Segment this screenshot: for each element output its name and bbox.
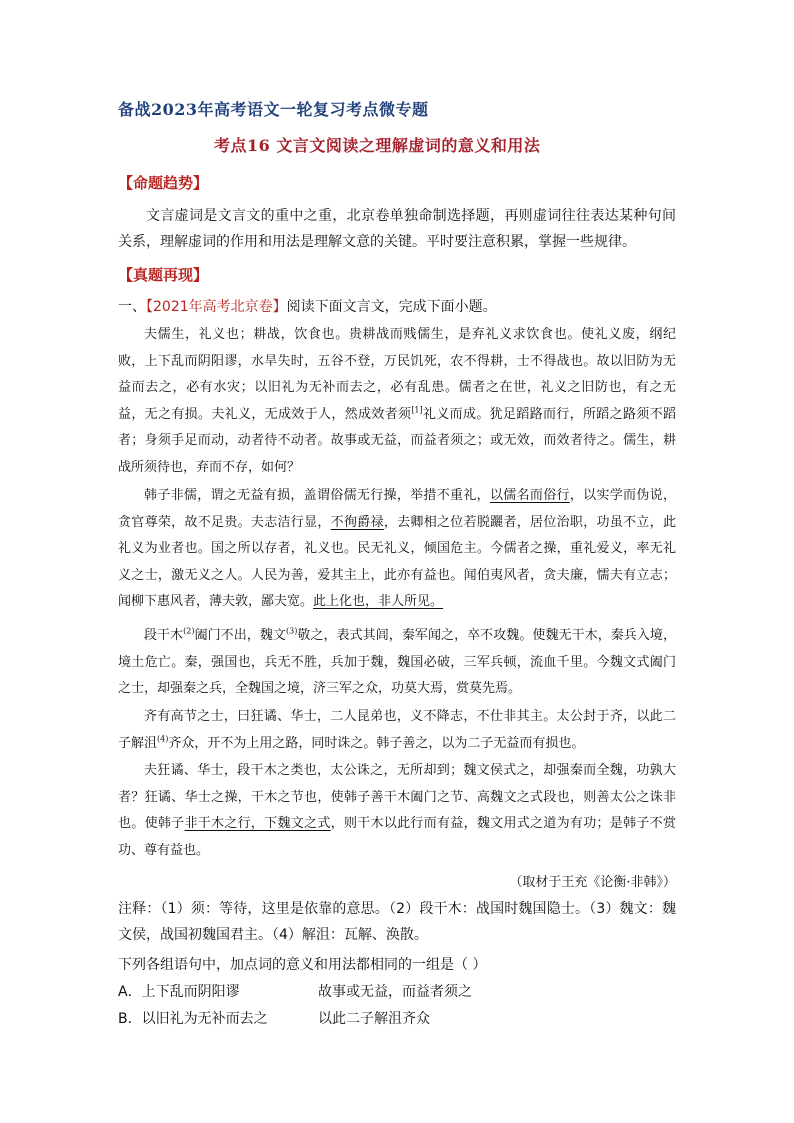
passage-paragraph-3: 段干木$^{(2)}$阖门不出，魏文$^{(3)}$敬之，表式其闾，秦军闻之，卒不攻魏。使魏无干木，秦兵入境，境土危亡。秦，强国也，兵无不胜，兵加于魏，魏国必破，三军兵顿，流血千里。今魏文式阖门之士，却强秦之兵，全魏国之境，济三军之众，功莫大焉，赏莫先焉。 [118,626,676,696]
footnote-ref-2: (2) [183,626,195,636]
option-b[interactable] [118,1008,430,1028]
passage-source: （取材于王充《论衡·非韩》） [509,875,676,890]
footnotes: 注释：（1）须：等待，这里是依靠的意思。（2）段干木：战国时魏国隐士。（3）魏文：魏文侯，战国初魏国君主。（4）解沮：瓦解、涣散。 [118,901,676,943]
footnote-ref-4: (4) [157,734,169,744]
real-exam-heading: 【真题再现】 [118,266,209,284]
question-intro [118,294,676,320]
question-stem: 下列各组语句中，加点词的意义和用法都相同的一组是（ ） [118,957,487,973]
passage-paragraph-4: 齐有高节之士，曰狂谲、华士，二人昆弟也，义不降志，不仕非其主。太公封于齐，以此二子解沮$^{(4)}$齐众，开不为上用之路，同时诛之。韩子善之，以为二子无益而有损也。 [118,709,676,751]
option-b-pair: 以此二子解沮齐众 [318,1011,430,1027]
underlined-phrase: 非干木之行，下魏文之式 [184,816,331,831]
option-a-label: A．上下乱而阴阳谬 [118,984,240,1000]
passage-paragraph-1: 夫儒生，礼义也；耕战，饮食也。贵耕战而贱儒生，是弃礼义求饮食也。使礼义废，纲纪败，上下乱而阴阳谬，水旱失时，五谷不登，万民饥死，农不得耕，士不得战也。故以旧防为无益而去之，必有水灾；以旧礼为无补而去之，必有乱患。儒者之在世，礼义之旧防也，有之无益，无之有损。夫礼义，无成效于人，然成效者须[1]礼义而成。犹足蹈路而行，所蹈之路须不蹈者；身须手足而动，动者待不动者。故事或无益，而益者须之；或无效，而效者待之。儒生，耕战所须待也，弃而不存，如何？ [118,327,676,475]
footnote-ref-3: (3) [285,626,298,636]
topic-title: 考点16 文言文阅读之理解虚词的意义和用法 [214,136,541,155]
option-a[interactable] [118,981,472,1001]
passage-paragraph-5: 夫狂谲、华士，段干木之类也，太公诛之，无所却到；魏文侯式之，却强秦而全魏，功孰大者？狂谲、华士之操，干木之节也，使韩子善干木阖门之节、高魏文之式段也，则善太公之诛非也。使韩子非干木之行，下魏文之式，则干木以此行而有益，魏文用式之道为有功；是韩子不赏功、尊有益也。 [118,763,676,858]
underlined-phrase: 此上化也，非人所见。 [313,594,444,609]
question-instruction: 阅读下面文言文，完成下面小题。 [286,299,497,315]
passage-paragraph-2: 韩子非儒，谓之无益有损，盖谓俗儒无行操，举措不重礼，以儒名而俗行，以实学而伪说，贪官尊荣，故不足贵。夫志洁行显，不徇爵禄，去卿相之位若脱躧者，居位治职，功虽不立，此礼义为业者也。国之所以存者，礼义也。民无礼义，倾国危主。今儒者之操，重礼爱义，率无礼义之士，激无义之人。人民为善，爱其主上，此亦有益也。闻伯夷风者，贪夫廉，懦夫有立志；闻柳下惠风者，薄夫敦，鄙夫宽。此上化也，非人所见。 [118,488,676,609]
underlined-phrase: 不徇爵禄 [330,514,384,530]
series-title: 备战2023年高考语文一轮复习考点微专题 [118,100,429,119]
option-a-pair: 故事或无益，而益者须之 [318,984,472,1000]
trend-heading: 【命题趋势】 [118,174,209,192]
trend-text: 文言虚词是文言文的重中之重，北京卷单独命制选择题，再则虚词往往表达某种句间关系，理解虚词的作用和用法是理解文意的关键。平时要注意积累，掌握一些规律。 [118,208,676,250]
option-b-label: B．以旧礼为无补而去之 [118,1011,268,1027]
underlined-phrase: 以儒名而俗行 [489,488,570,503]
exam-source-tag: 【2021年高考北京卷】 [146,299,287,315]
question-number: 一、 [118,299,146,315]
footnote-ref-1: [1] [411,405,423,415]
